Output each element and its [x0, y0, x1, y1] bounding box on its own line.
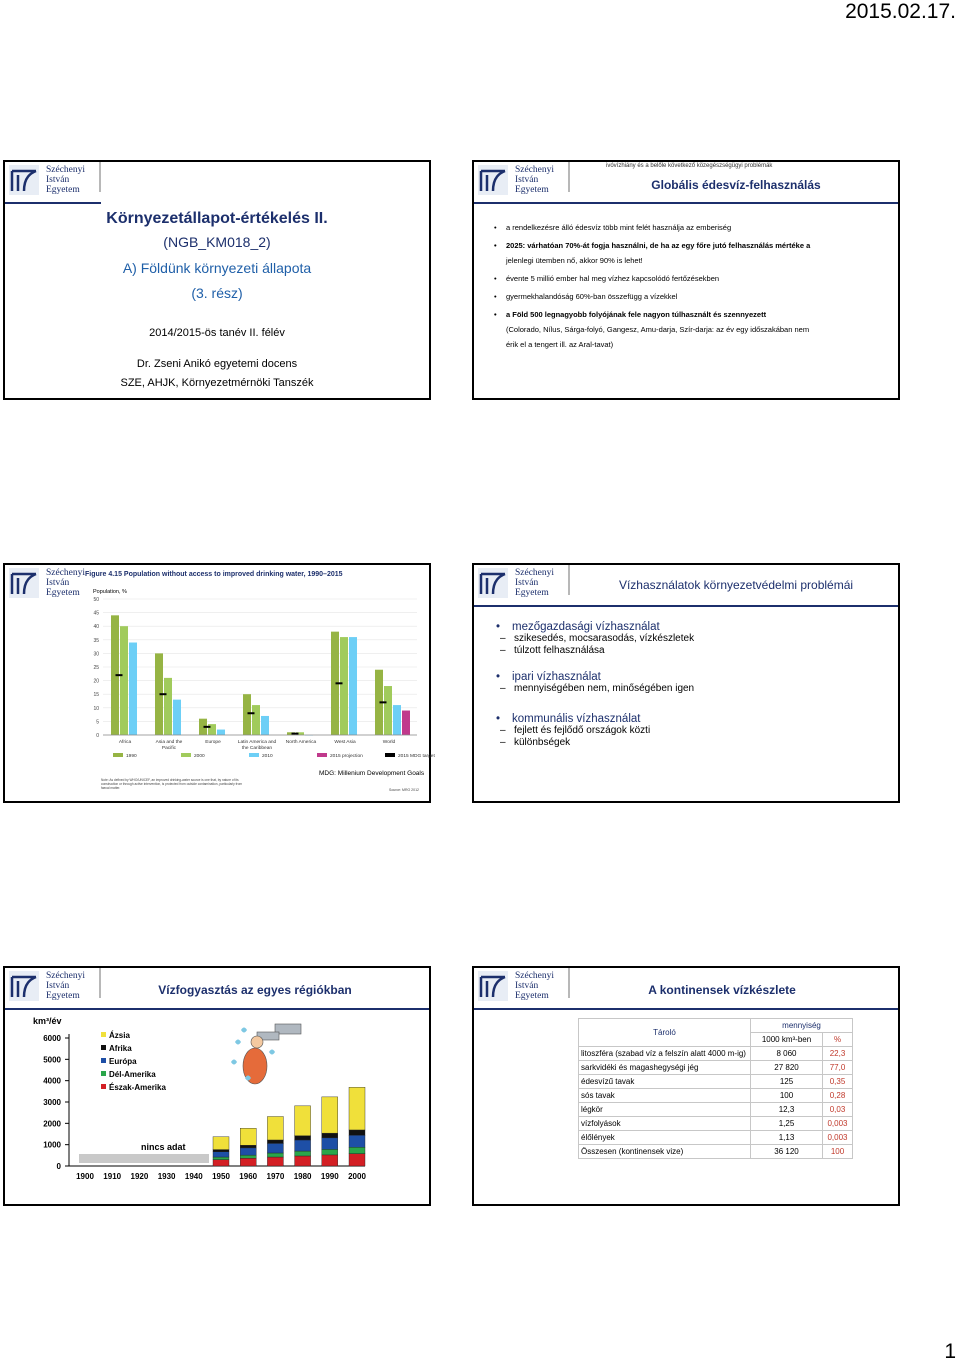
- bar: [120, 626, 128, 735]
- stacked-bar-segment: [322, 1155, 338, 1166]
- table-cell: 0,003: [823, 1131, 853, 1145]
- table-cell: 0,03: [823, 1103, 853, 1117]
- bullet-cont: jelenlegi ütemben nő, akkor 90% is lehet!: [506, 256, 643, 265]
- x-tick-label: the Caribbean: [241, 746, 273, 751]
- slide-heading: Vízhasználatok környezetvédelmi problémái: [618, 578, 854, 592]
- consumption-chart: [13, 1012, 423, 1190]
- x-tick-label: 1960: [239, 1172, 258, 1181]
- divider: [99, 162, 101, 192]
- logo-line1: Széchenyi: [515, 165, 555, 175]
- stacked-bar-segment: [213, 1152, 229, 1157]
- x-tick-label: North America: [285, 740, 317, 745]
- table-cell: 100: [751, 1089, 823, 1103]
- table-row: [579, 1103, 853, 1117]
- x-tick-label: 1930: [157, 1172, 176, 1181]
- x-tick-label: 1990: [320, 1172, 339, 1181]
- slide-title-text: Környezetállapot-értékelés II.: [106, 210, 328, 227]
- bar: [164, 678, 172, 735]
- stacked-bar-segment: [240, 1155, 256, 1158]
- table-cell: 77,0: [823, 1061, 853, 1075]
- legend-swatch: [101, 1045, 106, 1050]
- logo-line3: Egyetem: [515, 588, 549, 598]
- x-tick-label: Europe: [205, 740, 221, 745]
- column-header: 1000 km³-ben: [751, 1033, 823, 1047]
- bar: [173, 700, 181, 735]
- column-header: mennyiség: [751, 1019, 853, 1033]
- target-marker: [380, 701, 387, 703]
- y-tick-label: 20: [93, 678, 99, 685]
- x-tick-label: 1900: [76, 1172, 94, 1181]
- nodata-label: nincs adat: [141, 1142, 186, 1152]
- stacked-bar-segment: [295, 1156, 311, 1166]
- legend-label: 2010: [262, 754, 273, 759]
- slide-heading: Vízfogyasztás az egyes régiókban: [158, 983, 352, 997]
- chart-unit: km³/év: [33, 1016, 62, 1026]
- divider: [474, 202, 898, 204]
- legend-label: Dél-Amerika: [109, 1070, 156, 1079]
- x-tick-label: 1980: [293, 1172, 312, 1181]
- table-row: [579, 1131, 853, 1145]
- logo-mark-icon: [478, 568, 508, 598]
- divider: [474, 1008, 898, 1010]
- y-tick-label: 1000: [43, 1140, 61, 1150]
- column-header: Tároló: [579, 1019, 751, 1047]
- water-drop: [235, 1040, 241, 1045]
- logo-line3: Egyetem: [46, 991, 80, 1001]
- water-drop: [241, 1028, 247, 1033]
- legend-label: 2015 projection: [330, 754, 363, 759]
- logo-mark-icon: [9, 971, 39, 1001]
- table-row: [579, 1145, 853, 1159]
- slide-heading: Globális édesvíz-felhasználás: [651, 178, 821, 192]
- bar: [402, 711, 410, 735]
- table-row: [579, 1089, 853, 1103]
- legend-swatch: [181, 753, 191, 757]
- x-tick-label: 1910: [103, 1172, 122, 1181]
- logo-line2: István: [515, 578, 539, 588]
- chart-note: Note: As defined by WHO/UNICEF, an improved drinking-water source is one that, by nature of its construction or through active intervention, is protected from outside contamination, particularly from faecal matter.: [101, 778, 243, 790]
- bullet: • a Föld 500 legnagyobb folyójának fele nagyon túlhasznált és szennyezett: [494, 307, 894, 322]
- legend-swatch: [101, 1071, 106, 1076]
- y-tick-label: 4000: [43, 1076, 61, 1086]
- stacked-bar-segment: [240, 1148, 256, 1155]
- semester: 2014/2015-ös tanév II. félév: [149, 327, 285, 339]
- legend-swatch: [101, 1084, 106, 1089]
- x-tick-label: Latin America and: [237, 740, 277, 745]
- bullet-cont: érik el a tengert ill. az Aral-tavat): [506, 340, 614, 349]
- y-tick-label: 3000: [43, 1098, 61, 1107]
- table-cell: 8 060: [751, 1047, 823, 1061]
- university-logo: [478, 971, 570, 1005]
- stacked-bar-segment: [349, 1130, 365, 1135]
- y-tick-label: 0: [96, 733, 99, 739]
- table-cell: 125: [751, 1075, 823, 1089]
- x-tick-label: 2000: [348, 1172, 366, 1181]
- stacked-bar-segment: [295, 1136, 311, 1140]
- logo-line3: Egyetem: [46, 588, 80, 598]
- stacked-bar-segment: [322, 1133, 338, 1138]
- bullet-cont: (Colorado, Nílus, Sárga-folyó, Gangesz, Amu-darja, Szír-darja: az év egy időszakában nem: [506, 325, 810, 334]
- bar: [208, 724, 216, 735]
- table-row: [579, 1117, 853, 1131]
- legend-swatch: [101, 1058, 106, 1063]
- y-tick-label: 0: [56, 1162, 61, 1171]
- y-tick-label: 25: [93, 665, 99, 671]
- logo-mark-icon: [9, 165, 39, 195]
- course-code: (NGB_KM018_2): [163, 234, 271, 250]
- sub-item: – mennyiségében nem, minőségében igen: [496, 683, 896, 695]
- logo-line2: István: [46, 578, 70, 588]
- divider: [99, 968, 101, 998]
- table-cell: 12,3: [751, 1103, 823, 1117]
- y-tick-label: 6000: [43, 1034, 61, 1043]
- y-tick-label: 5000: [43, 1055, 61, 1065]
- x-tick-label: 1920: [130, 1172, 149, 1181]
- logo-line2: István: [46, 175, 70, 185]
- bar: [349, 637, 357, 735]
- table-cell: légkör: [579, 1103, 751, 1117]
- y-tick-label: 5: [96, 719, 99, 726]
- stacked-bar-segment: [240, 1128, 256, 1145]
- sub-item-cont: – különbségek: [496, 737, 896, 749]
- author: Dr. Zseni Anikó egyetemi docens: [136, 358, 298, 370]
- table-cell: 100: [823, 1145, 853, 1159]
- legend-swatch: [249, 753, 259, 757]
- department: SZE, AHJK, Környezetmérnöki Tanszék: [120, 377, 314, 389]
- divider: [5, 1008, 429, 1010]
- stacked-bar-segment: [349, 1135, 365, 1147]
- x-tick-label: West Asia: [334, 740, 356, 745]
- stacked-bar-segment: [267, 1143, 283, 1153]
- stacked-bar-segment: [267, 1153, 283, 1157]
- table-cell: 0,35: [823, 1075, 853, 1089]
- stacked-bar-segment: [349, 1147, 365, 1153]
- table-cell: litoszféra (szabad víz a felszín alatt 4000 m-ig): [579, 1047, 751, 1061]
- x-tick-label: World: [382, 740, 396, 745]
- stacked-bar-segment: [267, 1140, 283, 1143]
- y-tick-label: 10: [93, 705, 99, 712]
- legend-label: Európa: [109, 1057, 137, 1066]
- stacked-bar-segment: [213, 1160, 229, 1166]
- stacked-bar-segment: [295, 1140, 311, 1151]
- divider: [568, 968, 570, 998]
- bar: [340, 637, 348, 735]
- slide-title: [3, 160, 431, 400]
- column-header: %: [823, 1033, 853, 1047]
- target-marker: [116, 674, 123, 676]
- logo-line2: István: [515, 981, 539, 991]
- slide-global-freshwater: [472, 160, 900, 400]
- y-tick-label: 40: [93, 624, 99, 631]
- logo-mark-icon: [478, 165, 508, 195]
- table-cell: édesvízű tavak: [579, 1075, 751, 1089]
- table-row: [579, 1047, 853, 1061]
- x-tick-label: Pacific: [161, 746, 177, 751]
- target-marker: [292, 733, 299, 735]
- legend-swatch: [385, 753, 395, 757]
- figure-head: [251, 1036, 263, 1048]
- stacked-bar-segment: [295, 1106, 311, 1136]
- x-tick-label: Africa: [118, 740, 132, 745]
- table-cell: 1,13: [751, 1131, 823, 1145]
- table-cell: 0,003: [823, 1117, 853, 1131]
- y-tick-label: 2000: [43, 1119, 61, 1129]
- table-cell: 36 120: [751, 1145, 823, 1159]
- slide-part: A) Földünk környezeti állapota: [122, 260, 312, 276]
- table-cell: 27 820: [751, 1061, 823, 1075]
- slide-continent-water: [472, 966, 900, 1206]
- legend-swatch: [101, 1032, 106, 1037]
- divider: [474, 605, 898, 607]
- stacked-bar-segment: [213, 1137, 229, 1150]
- x-tick-label: 1950: [212, 1172, 230, 1181]
- logo-line3: Egyetem: [46, 185, 80, 195]
- logo-line3: Egyetem: [515, 185, 549, 195]
- y-tick-label: 35: [93, 637, 99, 644]
- y-tick-label: 45: [93, 610, 99, 617]
- slide-water-use-problems: [472, 563, 900, 803]
- logo-line1: Széchenyi: [515, 568, 555, 578]
- water-drop: [231, 1060, 237, 1065]
- target-marker: [248, 712, 255, 714]
- legend-label: 1990: [126, 754, 137, 759]
- stacked-bar-segment: [213, 1150, 229, 1152]
- table-cell: vízfolyások: [579, 1117, 751, 1131]
- list-item: • kommunális vízhasználat: [496, 713, 896, 725]
- stacked-bar-segment: [240, 1158, 256, 1166]
- target-marker: [336, 682, 343, 684]
- legend-label: 2000: [194, 754, 205, 759]
- logo-line1: Széchenyi: [46, 971, 86, 981]
- university-logo: [478, 568, 570, 602]
- logo-line1: Széchenyi: [46, 165, 86, 175]
- target-marker: [204, 726, 211, 728]
- bar: [252, 705, 260, 735]
- faucet-illustration-icon: [231, 1024, 301, 1084]
- logo-line3: Egyetem: [515, 991, 549, 1001]
- page-number: 1: [944, 1340, 956, 1363]
- table-cell: 22,3: [823, 1047, 853, 1061]
- y-axis-label: Population, %: [93, 589, 127, 595]
- sub-item: – fejlett és fejlődő országok közti: [496, 725, 896, 737]
- water-drop: [269, 1050, 275, 1055]
- bullet-list: [494, 220, 894, 352]
- stacked-bar-segment: [349, 1154, 365, 1166]
- divider: [5, 202, 101, 204]
- water-use-list: [496, 621, 896, 749]
- table-cell: Összesen (kontinensek vize): [579, 1145, 751, 1159]
- list-item: • ipari vízhasználat: [496, 671, 896, 683]
- x-tick-label: Asia and the: [155, 740, 183, 745]
- stacked-bar-segment: [240, 1145, 256, 1148]
- y-tick-label: 30: [93, 651, 99, 658]
- stacked-bar-segment: [322, 1138, 338, 1150]
- stacked-bar-segment: [267, 1117, 283, 1140]
- divider: [568, 162, 570, 192]
- x-tick-label: 1970: [266, 1172, 285, 1181]
- stacked-bar-segment: [349, 1087, 365, 1130]
- legend-label: 2015 MDG target: [398, 754, 435, 759]
- legend-swatch: [113, 753, 123, 757]
- figure-title: Figure 4.15 Population without access to improved drinking water, 1990–2015: [85, 571, 343, 578]
- bar: [243, 694, 251, 735]
- population-chart: [87, 595, 435, 759]
- y-tick-label: 50: [93, 597, 99, 603]
- stacked-bar-segment: [295, 1151, 311, 1156]
- legend-swatch: [317, 753, 327, 757]
- table-cell: 1,25: [751, 1117, 823, 1131]
- logo-line1: Széchenyi: [515, 971, 555, 981]
- logo-mark-icon: [9, 568, 39, 598]
- table-cell: sós tavak: [579, 1089, 751, 1103]
- target-marker: [160, 693, 167, 695]
- university-logo: [9, 165, 101, 199]
- bullet: • a rendelkezésre álló édesvíz több mint felét használja az emberiség: [494, 220, 894, 235]
- table-cell: 0,28: [823, 1089, 853, 1103]
- sub-item-cont: – túlzott felhasználása: [496, 645, 896, 657]
- bar: [261, 716, 269, 735]
- stacked-bar-segment: [267, 1157, 283, 1166]
- slide-heading: A kontinensek vízkészlete: [648, 983, 796, 997]
- slide-kicker: ivóvízhiány és a belőle következő közegészségügyi problémák: [606, 163, 773, 169]
- stacked-bar-segment: [213, 1157, 229, 1160]
- university-logo: [9, 971, 101, 1005]
- stacked-bar-segment: [322, 1149, 338, 1155]
- table-cell: sarkvidéki és magashegységi jég: [579, 1061, 751, 1075]
- logo-line1: Széchenyi: [46, 568, 86, 578]
- divider: [568, 565, 570, 595]
- legend-label: Afrika: [109, 1044, 132, 1053]
- x-tick-label: 1940: [184, 1172, 203, 1181]
- chart-caption: MDG: Millenium Development Goals: [319, 770, 425, 777]
- chart-source: Source: MRO 2012: [389, 788, 419, 792]
- table-row: [579, 1075, 853, 1089]
- university-logo: [478, 165, 570, 199]
- bullet: • 2025: várhatóan 70%-át fogja használni, de ha az egy főre jutó felhasználás mértéke a: [494, 238, 894, 253]
- legend-label: Ázsia: [109, 1031, 130, 1040]
- table-cell: élőlények: [579, 1131, 751, 1145]
- slide-water-consumption: [3, 966, 431, 1206]
- logo-line2: István: [46, 981, 70, 991]
- bar: [129, 643, 137, 735]
- bar: [393, 705, 401, 735]
- slide-subpart: (3. rész): [191, 285, 243, 301]
- table-header-row: [579, 1019, 853, 1033]
- list-item: • mezőgazdasági vízhasználat: [496, 621, 896, 633]
- legend-label: Észak-Amerika: [109, 1083, 166, 1092]
- water-reserve-table: [578, 1018, 853, 1159]
- bar: [384, 686, 392, 735]
- y-tick-label: 15: [93, 692, 99, 699]
- slide-population-chart: [3, 563, 435, 803]
- stacked-bar-segment: [322, 1097, 338, 1133]
- bullet: • évente 5 millió ember hal meg vízhez kapcsolódó fertőzésekben: [494, 271, 894, 286]
- nodata-band: [79, 1154, 209, 1163]
- bar: [217, 730, 225, 735]
- bullet: • gyermekhalandóság 60%-ban összefügg a vízekkel: [494, 289, 894, 304]
- sub-item: – szikesedés, mocsarasodás, vízkészletek: [496, 633, 896, 645]
- logo-line2: István: [515, 175, 539, 185]
- header-date: 2015.02.17.: [845, 0, 956, 23]
- logo-mark-icon: [478, 971, 508, 1001]
- table-row: [579, 1061, 853, 1075]
